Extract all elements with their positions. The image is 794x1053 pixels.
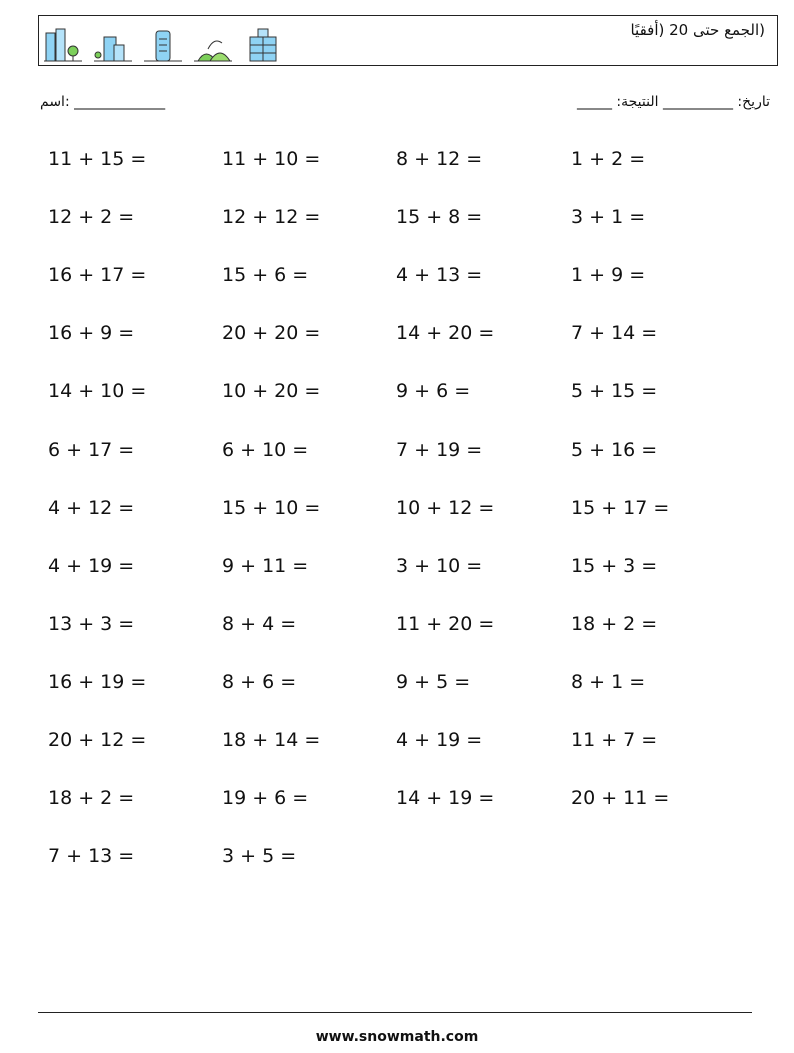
building-icon xyxy=(144,27,182,63)
problem-item: 5 + 15 = xyxy=(571,380,658,403)
problem-item: 1 + 9 = xyxy=(571,264,646,287)
problem-item: 8 + 1 = xyxy=(571,670,646,693)
problem-item: 6 + 17 = xyxy=(48,438,135,461)
problem-item: 20 + 11 = xyxy=(571,787,670,810)
problem-item: 9 + 5 = xyxy=(396,670,471,693)
worksheet-title: (الجمع حتى 20 (أفقيًا xyxy=(630,21,765,39)
building-icon xyxy=(94,27,132,63)
problem-item: 16 + 9 = xyxy=(48,322,135,345)
footer-site: www.snowmath.com xyxy=(315,1029,479,1045)
problem-item: 10 + 12 = xyxy=(396,496,495,519)
problem-item: 11 + 10 = xyxy=(222,148,321,170)
problem-item: 12 + 2 = xyxy=(48,206,135,229)
problem-item: 15 + 17 = xyxy=(571,496,670,519)
problem-item: 16 + 19 = xyxy=(48,670,147,693)
problem-item: 11 + 20 = xyxy=(396,612,495,635)
problem-item: 14 + 20 = xyxy=(396,322,495,345)
problem-item: 15 + 8 = xyxy=(396,206,483,229)
problem-item: 3 + 1 = xyxy=(571,206,646,229)
problem-item: 5 + 16 = xyxy=(571,438,658,461)
problem-item: 4 + 13 = xyxy=(396,264,483,287)
problem-item: 20 + 20 = xyxy=(222,322,321,345)
header-box xyxy=(38,15,778,66)
problem-item: 18 + 14 = xyxy=(222,729,321,751)
problem-item: 11 + 7 = xyxy=(571,729,658,751)
name-field: اسم: _____________ xyxy=(40,94,166,110)
problem-item: 18 + 2 = xyxy=(48,787,135,810)
problem-item: 9 + 11 = xyxy=(222,554,309,577)
problem-item: 7 + 13 = xyxy=(48,845,135,868)
date-score-field: _____ :تاريخ: __________ النتيجة xyxy=(576,94,770,110)
problem-item: 19 + 6 = xyxy=(222,787,309,810)
problem-item: 14 + 19 = xyxy=(396,787,495,810)
footer-divider xyxy=(38,1012,752,1013)
problem-item: 8 + 6 = xyxy=(222,670,297,693)
problem-item: 3 + 10 = xyxy=(396,554,483,577)
problem-item: 6 + 10 = xyxy=(222,438,309,461)
header-icons xyxy=(44,21,282,63)
building-icon xyxy=(44,27,82,63)
problem-item: 16 + 17 = xyxy=(48,264,147,287)
problem-item: 10 + 20 = xyxy=(222,380,321,403)
problem-item: 4 + 19 = xyxy=(396,729,483,751)
problem-item: 11 + 15 = xyxy=(48,148,147,170)
problem-item: 1 + 2 = xyxy=(571,148,646,170)
problem-item: 4 + 12 = xyxy=(48,496,135,519)
problem-item: 13 + 3 = xyxy=(48,612,135,635)
problem-item: 7 + 14 = xyxy=(571,322,658,345)
building-icon xyxy=(244,27,282,63)
problem-item: 8 + 4 = xyxy=(222,612,297,635)
problem-item: 4 + 19 = xyxy=(48,554,135,577)
problem-item: 3 + 5 = xyxy=(222,845,297,868)
problem-item: 15 + 6 = xyxy=(222,264,309,287)
problem-item: 9 + 6 = xyxy=(396,380,471,403)
problem-item: 15 + 3 = xyxy=(571,554,658,577)
problem-item: 18 + 2 = xyxy=(571,612,658,635)
problem-item: 7 + 19 = xyxy=(396,438,483,461)
problem-item: 20 + 12 = xyxy=(48,729,147,751)
park-icon xyxy=(194,27,232,63)
problem-item: 14 + 10 = xyxy=(48,380,147,403)
problem-item: 12 + 12 = xyxy=(222,206,321,229)
problem-item: 8 + 12 = xyxy=(396,148,483,170)
problem-item: 15 + 10 = xyxy=(222,496,321,519)
